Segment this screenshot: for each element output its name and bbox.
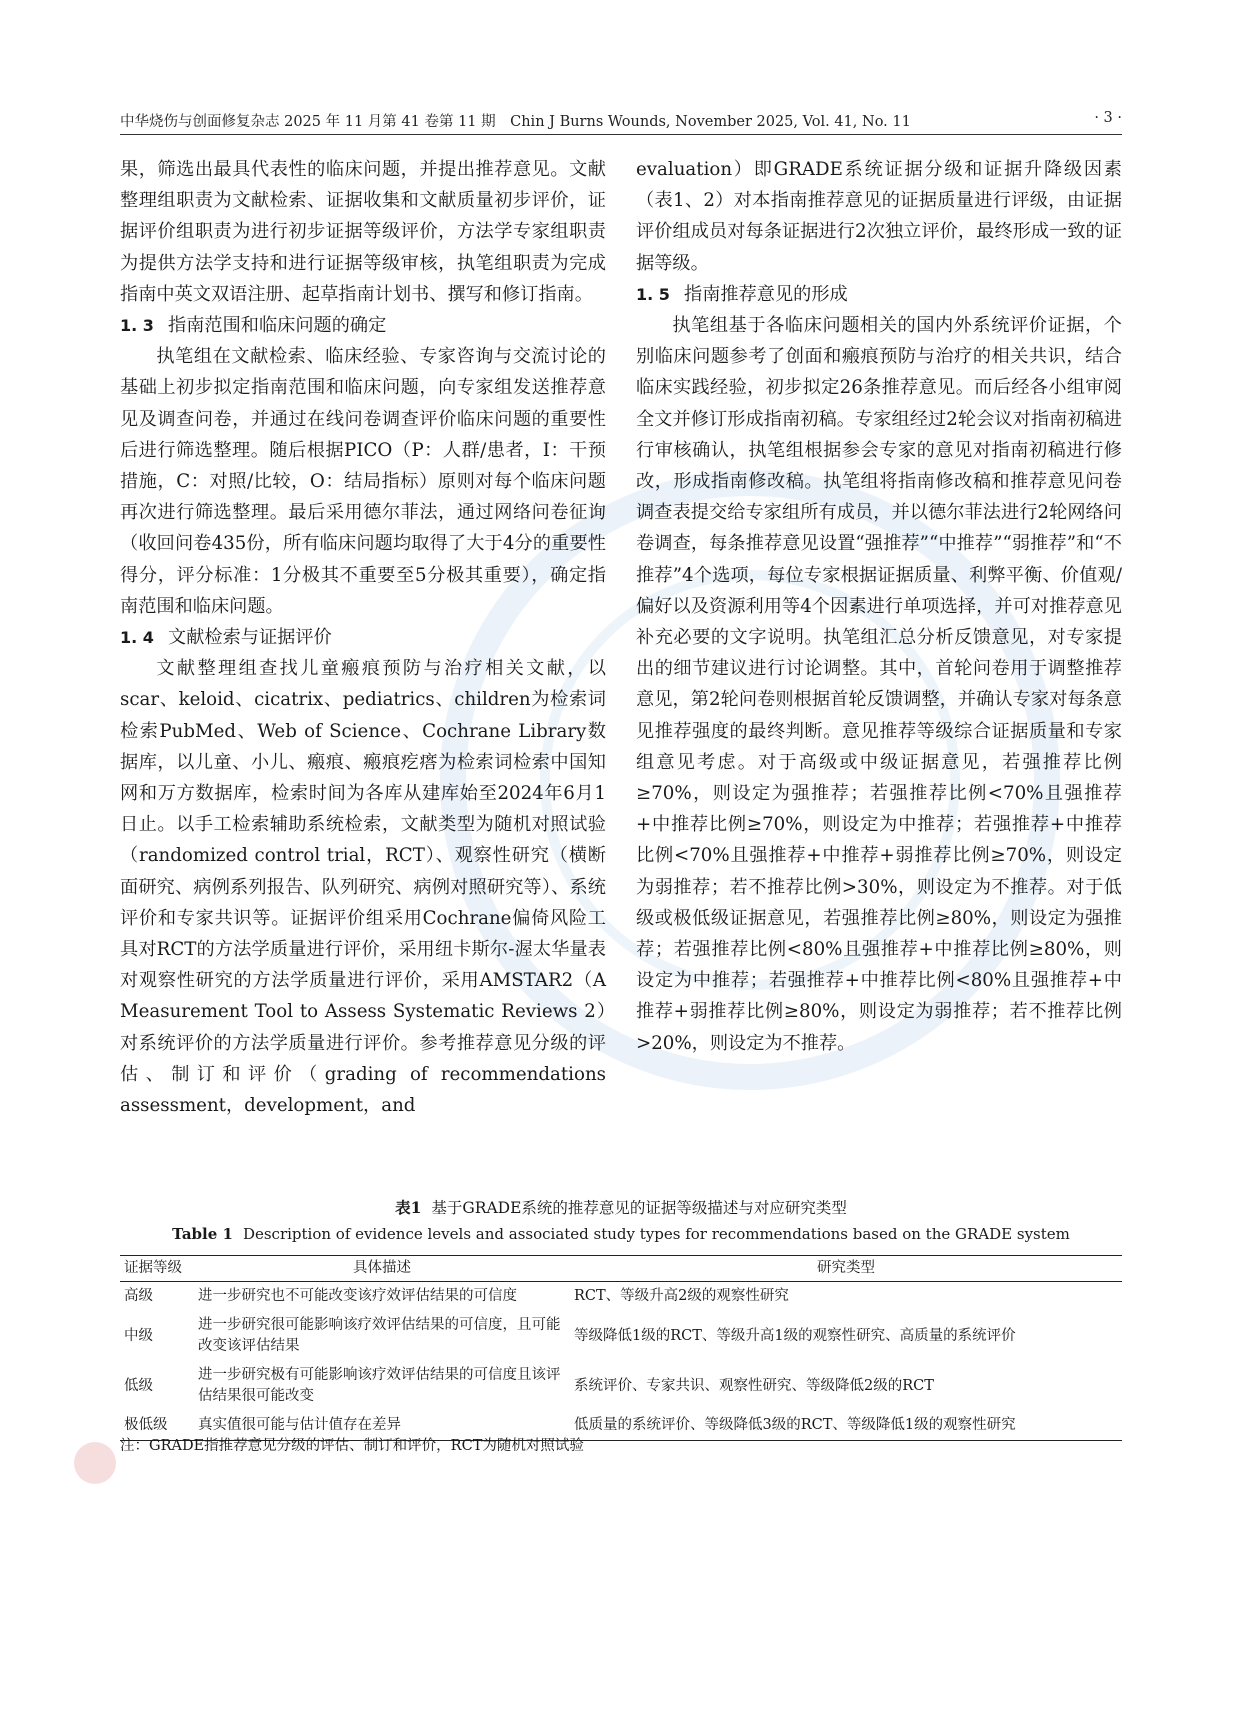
page-number: · 3 ·: [1094, 110, 1122, 126]
table-cell: 极低级: [120, 1411, 194, 1441]
table-cell: RCT、等级升高2级的观察性研究: [574, 1288, 789, 1304]
table-label-zh: 表1: [395, 1198, 422, 1217]
paragraph: 执笔组在文献检索、临床经验、专家咨询与交流讨论的基础上初步拟定指南范围和临床问题，向专家组发送推荐意见及调查问卷，并通过在线问卷调查评价临床问题的重要性后进行筛选整理。随后根据PICO（P：人群/患者，I：干预措施，C：对照/比较，O：结局指标）原则对每个临床问题再次进行筛选整理。最后采用德尔菲法，通过网络问卷征询（收回问卷435份，所有临床问题均取得了大于4分的重要性得分，评分标准：1分极其不重要至5分极其重要），确定指南范围和临床问题。: [120, 346, 606, 617]
section-heading-1-4: [120, 622, 606, 653]
table-row: [120, 1311, 1122, 1361]
section-title: 指南范围和临床问题的确定: [168, 315, 387, 337]
table-cell: 进一步研究也不可能改变该疗效评估结果的可信度: [198, 1288, 517, 1304]
table-cell: 进一步研究很可能影响该疗效评估结果的可信度，且可能改变该评估结果: [198, 1317, 561, 1354]
section-heading-1-5: [636, 279, 1122, 310]
table-title-en: Description of evidence levels and associated study types for recommendations based on the GRADE system: [242, 1225, 1070, 1243]
paragraph: 果，筛选出最具代表性的临床问题，并提出推荐意见。文献整理组职责为文献检索、证据收集和文献质量初步评价，证据评价组职责为进行初步证据等级评价，方法学专家组职责为提供方法学支持和进行证据等级审核，执笔组职责为完成指南中英文双语注册、起草指南计划书、撰写和修订指南。: [120, 159, 606, 305]
table-cell: 低质量的系统评价、等级降低3级的RCT、等级降低1级的观察性研究: [570, 1411, 1122, 1441]
section-title: 文献检索与证据评价: [168, 627, 332, 649]
section-number: 1. 4: [120, 628, 154, 648]
publisher-logo-icon: [74, 1442, 116, 1484]
running-header: [120, 108, 1122, 135]
section-number: 1. 5: [636, 284, 670, 304]
table-cell: 真实值很可能与估计值存在差异: [194, 1411, 570, 1441]
section-number: 1. 3: [120, 316, 154, 336]
table-label-en: Table 1: [172, 1225, 233, 1243]
column-header: 研究类型: [570, 1256, 1122, 1282]
paragraph: 文献整理组查找儿童瘢痕预防与治疗相关文献，以scar、keloid、cicatrix、pediatrics、children为检索词检索PubMed、Web of Science、Cochrane Library数据库，以儿童、小儿、瘢痕、瘢痕疙瘩为检索词检索中国知网和万方数据库，检索时间为各库从建库始至2024年6月1日止。以手工检索辅助系统检索，文献类型为随机对照试验（randomized control trial，RCT）、观察性研究（横断面研究、病例系列报告、队列研究、病例对照研究等）、系统评价和专家共识等。证据评价组采用Cochrane偏倚风险工具对RCT的方法学质量进行评价，采用纽卡斯尔-渥太华量表对观察性研究的方法学质量进行评价，采用AMSTAR2（A Measurement Tool to Assess Systematic Reviews 2）对系统评价的方法学质量进行评价。参考推荐意见分级的评估、制订和评价（grading of recommendations assessment，development，and: [120, 658, 606, 1117]
journal-citation: 中华烧伤与创面修复杂志 2025 年 11 月第 41 卷第 11 期 Chin J Burns Wounds, November 2025, Vol. 41, No. 11: [120, 114, 911, 130]
paragraph: evaluation）即GRADE系统证据分级和证据升降级因素（表1、2）对本指南推荐意见的证据质量进行评级，由证据评价组成员对每条证据进行2次独立评价，最终形成一致的证据等级。: [636, 159, 1122, 274]
table-cell: 高级: [124, 1288, 153, 1304]
right-column: [636, 154, 1122, 1059]
section-title: 指南推荐意见的形成: [684, 283, 848, 305]
table-header-row: [120, 1256, 1122, 1282]
column-header: 证据等级: [120, 1256, 194, 1282]
left-column: [120, 154, 606, 1121]
table-row: [120, 1361, 1122, 1411]
table-footnote: 注：GRADE指推荐意见分级的评估、制订和评价，RCT为随机对照试验: [120, 1438, 584, 1454]
table-cell: 低级: [124, 1377, 153, 1394]
table-row: [120, 1282, 1122, 1312]
evidence-level-table: [120, 1255, 1122, 1441]
paragraph: 执笔组基于各临床问题相关的国内外系统评价证据，个别临床问题参考了创面和瘢痕预防与治疗的相关共识，结合临床实践经验，初步拟定26条推荐意见。而后经各小组审阅全文并修订形成指南初稿。专家组经过2轮会议对指南初稿进行审核确认，执笔组根据参会专家的意见对指南初稿进行修改，形成指南修改稿。执笔组将指南修改稿和推荐意见问卷调查表提交给专家组所有成员，并以德尔菲法进行2轮网络问卷调查，每条推荐意见设置“强推荐”“中推荐”“弱推荐”和“不推荐”4个选项，每位专家根据证据质量、利弊平衡、价值观/偏好以及资源利用等4个因素进行单项选择，并可对推荐意见补充必要的文字说明。执笔组汇总分析反馈意见，对专家提出的细节建议进行讨论调整。其中，首轮问卷用于调整推荐意见，第2轮问卷则根据首轮反馈调整，并确认专家对每条意见推荐强度的最终判断。意见推荐等级综合证据质量和专家组意见考虑。对于高级或中级证据意见，若强推荐比例≥70%，则设定为强推荐；若强推荐比例<70%且强推荐+中推荐比例≥70%，则设定为中推荐；若强推荐+中推荐比例<70%且强推荐+中推荐+弱推荐比例≥70%，则设定为弱推荐；若不推荐比例>30%，则设定为不推荐。对于低级或极低级证据意见，若强推荐比例≥80%，则设定为强推荐；若强推荐比例<80%且强推荐+中推荐比例≥80%，则设定为中推荐；若强推荐+中推荐比例<80%且强推荐+中推荐+弱推荐比例≥80%，则设定为弱推荐；若不推荐比例>20%，则设定为不推荐。: [636, 315, 1122, 1054]
table-title-zh: 基于GRADE系统的推荐意见的证据等级描述与对应研究类型: [431, 1199, 847, 1217]
table-cell: 系统评价、专家共识、观察性研究、等级降低2级的RCT: [574, 1377, 934, 1394]
table-caption-zh: [120, 1196, 1122, 1218]
column-header: 具体描述: [194, 1256, 570, 1282]
table-cell: 等级降低1级的RCT、等级升高1级的观察性研究、高质量的系统评价: [574, 1327, 1016, 1344]
section-heading-1-3: [120, 310, 606, 341]
table-caption-en: [120, 1225, 1122, 1243]
table-cell: 进一步研究极有可能影响该疗效评估结果的可信度且该评估结果很可能改变: [198, 1367, 561, 1404]
table-cell: 中级: [124, 1327, 153, 1344]
